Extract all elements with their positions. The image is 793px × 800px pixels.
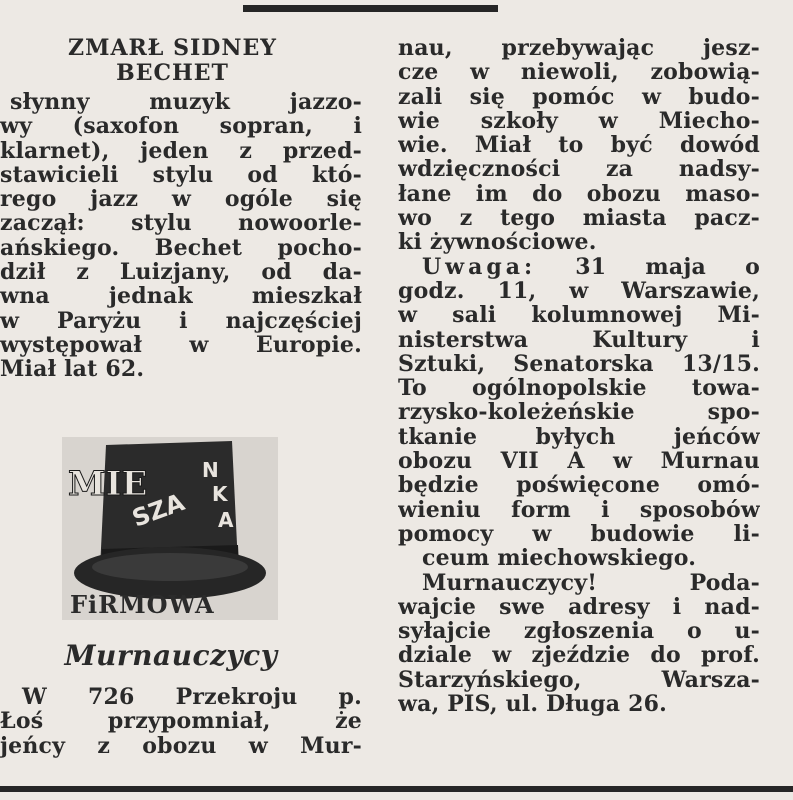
body-line: stawicieli stylu od któ-	[0, 162, 362, 188]
body-line: Starzyńskiego, Warsza-	[398, 667, 760, 693]
body-line: Łoś przypomniał, że	[0, 709, 362, 734]
body-line: obozu VII A w Murnau	[398, 449, 760, 474]
body-line: słynny muzyk jazzo-	[10, 90, 362, 115]
headline-bechet	[0, 36, 345, 86]
body-line: wieniu form i sposobów	[398, 497, 760, 522]
svg-text:K: K	[212, 482, 228, 506]
body-line: dziale w zjeździe do prof.	[398, 643, 760, 668]
body-line: zaczął: stylu nowoorle-	[0, 211, 362, 236]
left-column	[0, 36, 362, 382]
section-title-murnauczycy: Murnauczycy	[64, 639, 278, 672]
body-line: wa, PIS, ul. Długa 26.	[398, 692, 667, 717]
body-line: w Paryżu i najczęściej	[0, 308, 362, 333]
murnau-intro	[0, 685, 362, 758]
body-line: Murnauczycy! Poda-	[422, 570, 760, 595]
body-line: klarnet), jeden z przed-	[0, 138, 362, 163]
svg-text:N: N	[202, 458, 219, 482]
body-line: cze w niewoli, zobowią-	[398, 60, 760, 85]
headline-line: BECHET	[116, 61, 229, 86]
body-line: jeńcy z obozu w Mur-	[0, 733, 362, 758]
bechet-body	[0, 90, 362, 382]
bottom-rule	[0, 786, 793, 792]
right-column	[398, 36, 760, 716]
body-line: występował w Europie.	[0, 332, 362, 358]
body-line: wie szkoły w Miecho-	[398, 108, 760, 134]
body-line: wy (saxofon sopran, i	[0, 114, 362, 139]
body-line: dził z Luizjany, od da-	[0, 260, 362, 285]
svg-text:MIE: MIE	[68, 464, 148, 504]
body-line: tkanie byłych jeńców	[398, 424, 760, 450]
body-line: pomocy w budowie li-	[398, 521, 760, 547]
notice-label: Uwaga:	[422, 254, 537, 279]
body-line: wdzięczności za nadsy-	[398, 157, 760, 182]
body-line: syłajcie zgłoszenia o u-	[398, 619, 760, 644]
top-rule	[243, 5, 498, 12]
body-line: nisterstwa Kultury i	[398, 327, 760, 352]
svg-text:A: A	[218, 508, 234, 532]
svg-text:FiRMOWA: FiRMOWA	[70, 590, 215, 619]
body-line: wie. Miał to być dowód	[398, 133, 760, 158]
headline-line: ZMARŁ SIDNEY	[68, 36, 277, 61]
body-line: wna jednak mieszkał	[0, 284, 362, 309]
body-line: będzie poświęcone omó-	[398, 473, 760, 498]
body-line: rzysko-koleżeńskie spo-	[398, 400, 760, 425]
body-line: To ogólnopolskie towa-	[398, 376, 760, 401]
mieszanka-firmowa-logo	[62, 437, 278, 620]
body-line: w sali kolumnowej Mi-	[398, 303, 760, 328]
body-line: W 726 Przekroju p.	[22, 685, 362, 710]
body-line: godz. 11, w Warszawie,	[398, 278, 760, 304]
body-line: rego jazz w ogóle się	[0, 187, 362, 212]
body-line: ki żywnościowe.	[398, 230, 597, 255]
top-hat-icon	[62, 437, 278, 620]
notice-first-line	[398, 255, 760, 279]
body-line: łane im do obozu maso-	[398, 181, 760, 207]
body-line: Miał lat 62.	[0, 357, 145, 382]
body-line: ańskiego. Bechet pocho-	[0, 235, 362, 261]
svg-text:SZA: SZA	[128, 488, 189, 533]
body-line: Sztuki, Senatorska 13/15.	[398, 351, 760, 377]
body-line: nau, przebywając jesz-	[398, 36, 760, 61]
body-line: ceum miechowskiego.	[422, 546, 697, 571]
body-line: wajcie swe adresy i nad-	[398, 594, 760, 620]
body-line: wo z tego miasta pacz-	[398, 206, 760, 231]
body-line: zali się pomóc w budo-	[398, 84, 760, 109]
notice-text: 31 maja o	[575, 254, 760, 279]
